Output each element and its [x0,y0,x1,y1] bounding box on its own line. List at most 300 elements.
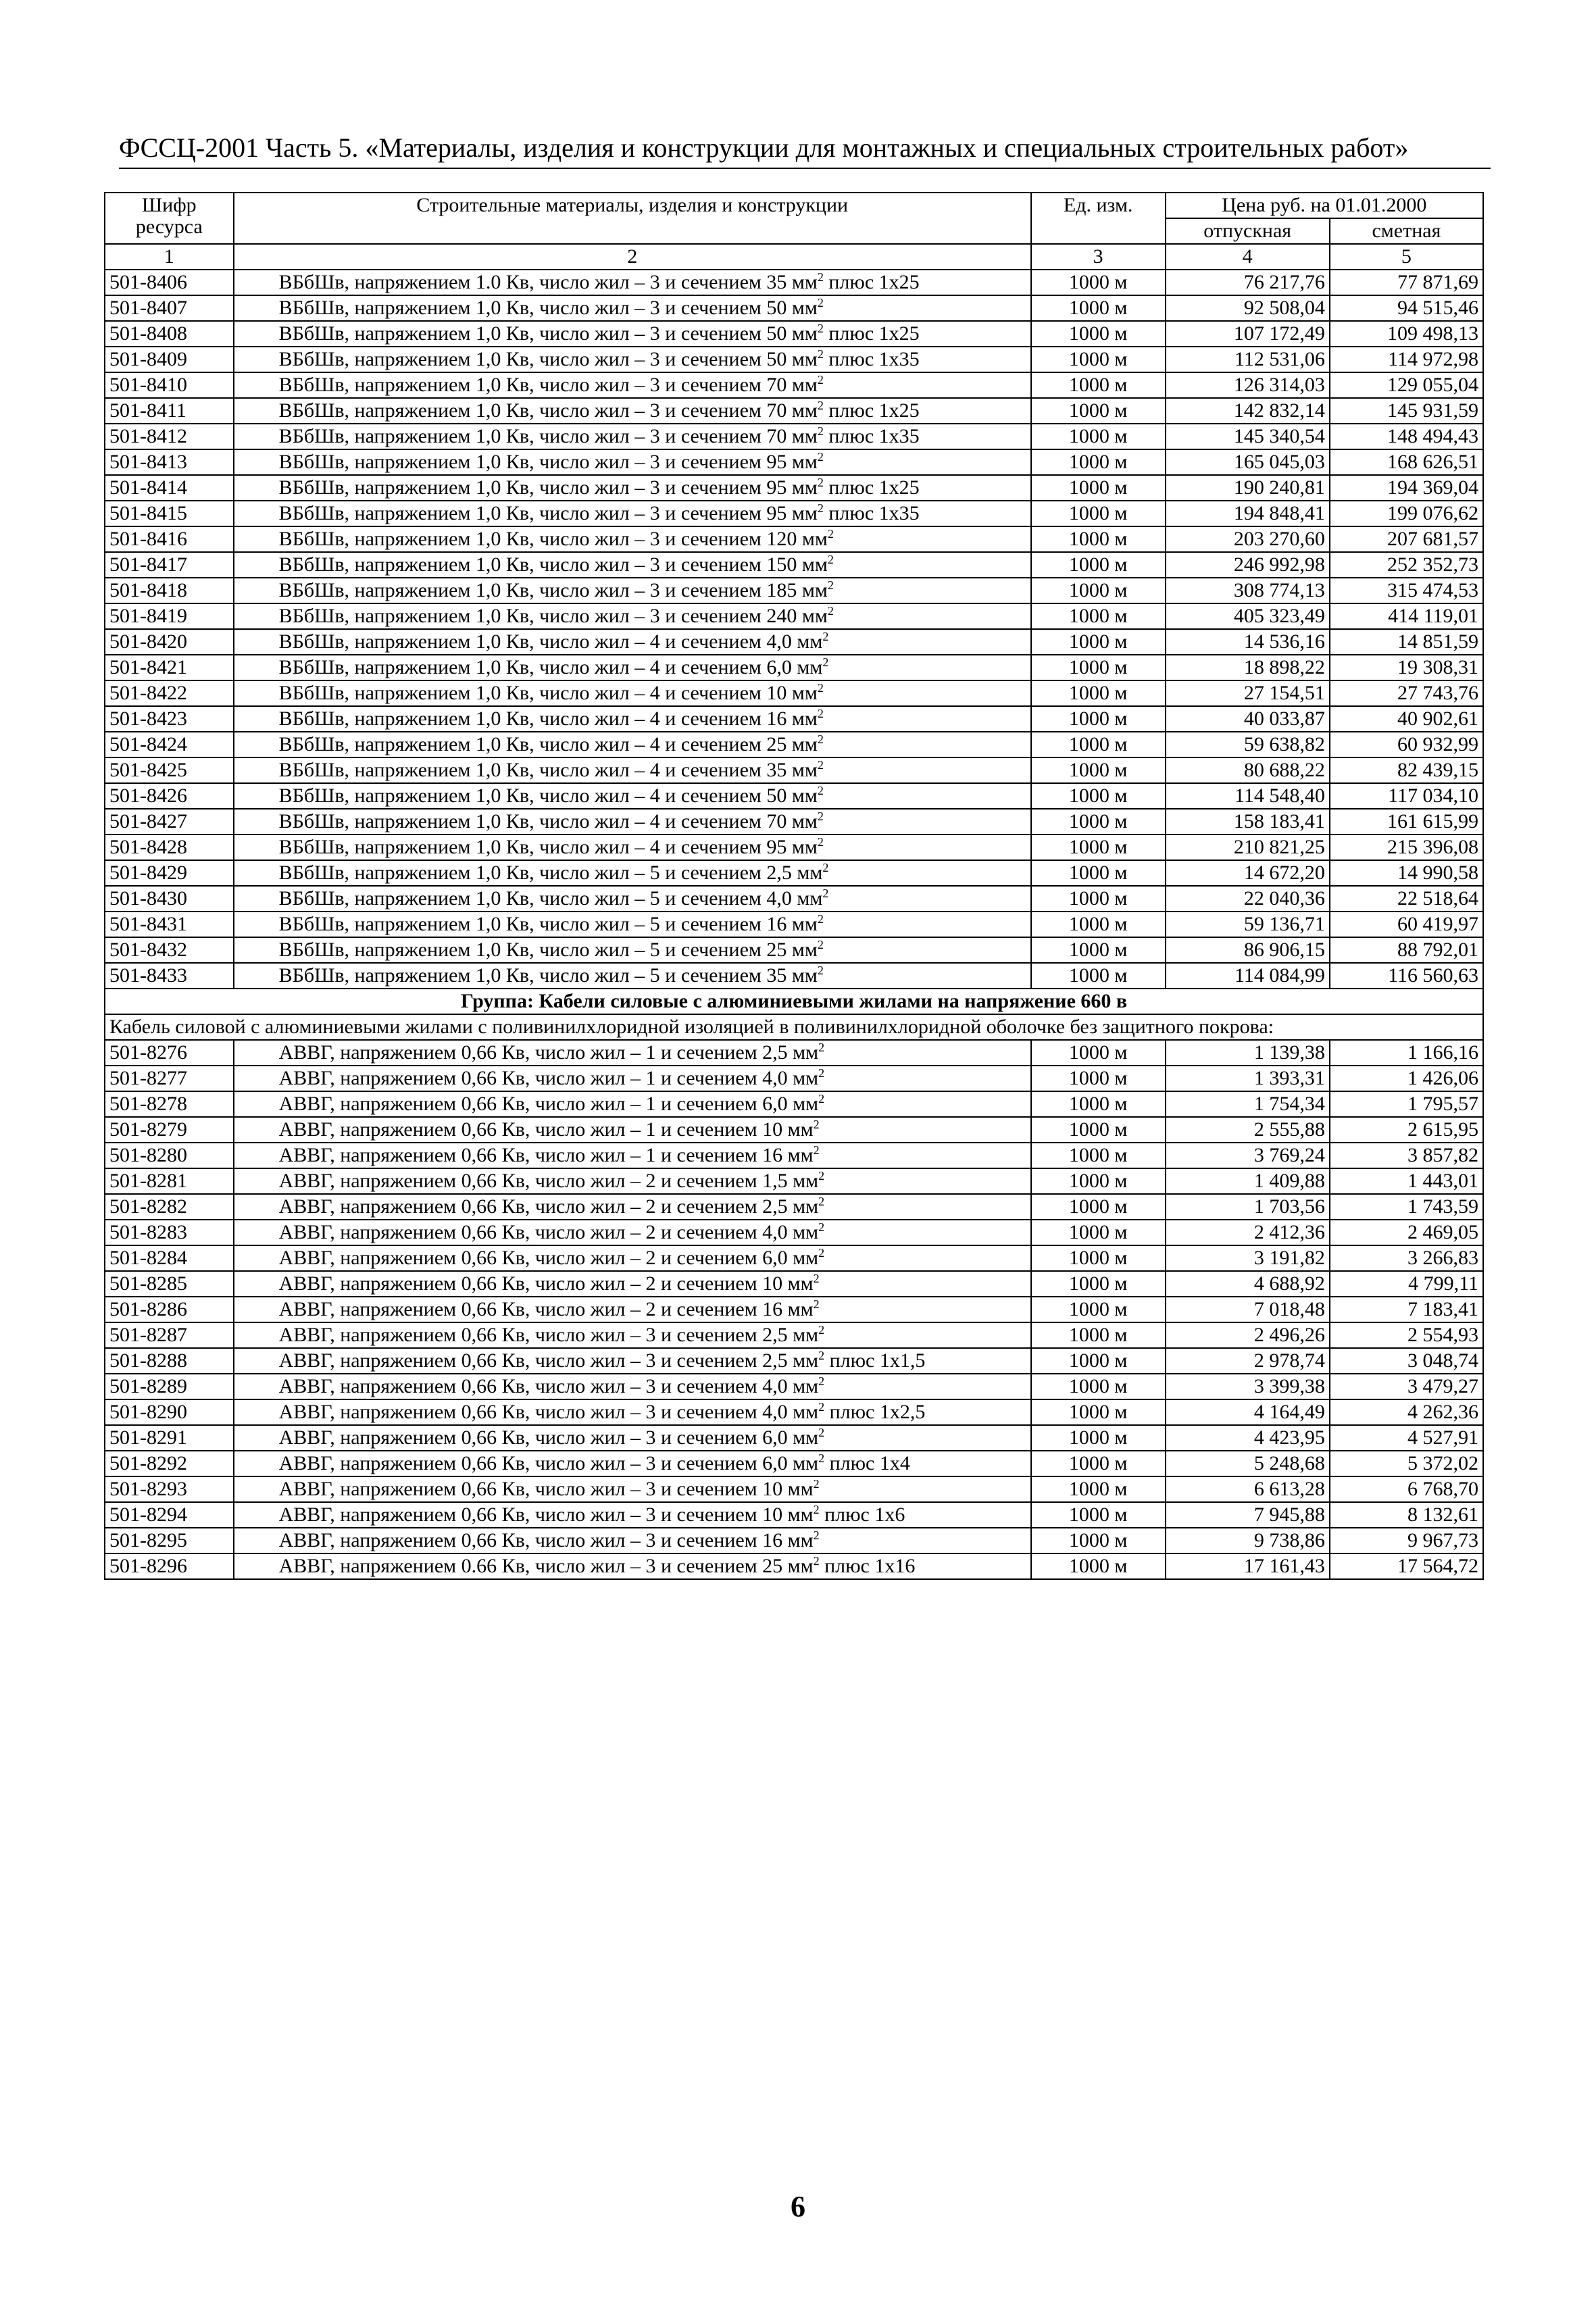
material-description [234,835,1031,860]
material-description [234,1348,1031,1374]
superscript: 2 [822,630,829,643]
table-row [105,449,1483,475]
table-row [105,501,1483,526]
resource-code: 501-8408 [105,321,234,347]
unit-cell: 1000 м [1031,835,1166,860]
description-text: ВБбШв, напряжением 1,0 Кв, число жил – 4 и сечением 10 мм [278,682,818,704]
release-price: 1 139,38 [1166,1040,1330,1066]
material-description [234,809,1031,835]
estimate-price: 94 515,46 [1330,295,1483,321]
table-row [105,1297,1483,1322]
table-row [105,937,1483,963]
resource-code: 501-8286 [105,1297,234,1322]
unit-cell: 1000 м [1031,1553,1166,1579]
release-price: 145 340,54 [1166,424,1330,449]
description-text: ВБбШв, напряжением 1,0 Кв, число жил – 3 и сечением 70 мм [278,399,818,422]
description-text: ВБбШв, напряжением 1,0 Кв, число жил – 4 и сечением 35 мм [278,759,818,781]
resource-code: 501-8431 [105,912,234,937]
table-row [105,1374,1483,1399]
superscript: 2 [827,527,834,541]
release-price: 1 393,31 [1166,1066,1330,1091]
unit-cell: 1000 м [1031,1322,1166,1348]
resource-code: 501-8289 [105,1374,234,1399]
material-description [234,449,1031,475]
release-price: 17 161,43 [1166,1553,1330,1579]
resource-code: 501-8429 [105,860,234,886]
estimate-price: 2 615,95 [1330,1117,1483,1143]
superscript: 2 [813,1118,820,1131]
table-row [105,1399,1483,1425]
superscript: 2 [818,1092,825,1105]
table-row [105,398,1483,424]
release-price: 1 409,88 [1166,1168,1330,1194]
table-row [105,1271,1483,1297]
estimate-price: 2 554,93 [1330,1322,1483,1348]
table-row [105,680,1483,706]
unit-cell: 1000 м [1031,1348,1166,1374]
unit-cell: 1000 м [1031,475,1166,501]
description-text: ВБбШв, напряжением 1,0 Кв, число жил – 3 и сечением 120 мм [278,528,828,550]
material-description [234,1194,1031,1220]
unit-cell: 1000 м [1031,1117,1166,1143]
table-row [105,963,1483,989]
description-text: ВБбШв, напряжением 1,0 Кв, число жил – 4 и сечением 50 мм [278,785,818,807]
release-price: 142 832,14 [1166,398,1330,424]
estimate-price: 19 308,31 [1330,655,1483,680]
group-description: Кабель силовой с алюминиевыми жилами с поливинилхлоридной изоляцией в поливинилхлоридной оболочке без защитного покрова: [105,1014,1483,1040]
resource-code: 501-8432 [105,937,234,963]
description-text: АВВГ, напряжением 0,66 Кв, число жил – 2 и сечением 1,5 мм [278,1170,819,1192]
unit-cell: 1000 м [1031,1502,1166,1528]
superscript: 2 [817,938,824,951]
table-row [105,347,1483,372]
description-suffix: плюс 1х16 [819,1555,916,1577]
resource-code: 501-8410 [105,372,234,398]
description-text: ВБбШв, напряжением 1,0 Кв, число жил – 5 и сечением 16 мм [278,913,818,935]
estimate-price: 3 048,74 [1330,1348,1483,1374]
column-header-code: Шифр ресурса [105,193,234,244]
table-row [105,783,1483,809]
material-description [234,1297,1031,1322]
resource-code: 501-8278 [105,1091,234,1117]
release-price: 18 898,22 [1166,655,1330,680]
material-description [234,321,1031,347]
description-text: ВБбШв, напряжением 1,0 Кв, число жил – 3 и сечением 150 мм [278,553,828,576]
estimate-price: 1 743,59 [1330,1194,1483,1220]
description-suffix: плюс 1х2,5 [824,1401,926,1423]
release-price: 6 613,28 [1166,1476,1330,1502]
description-text: АВВГ, напряжением 0.66 Кв, число жил – 3 и сечением 25 мм [278,1555,814,1577]
resource-code: 501-8417 [105,552,234,578]
material-description [234,475,1031,501]
description-text: ВБбШв, напряжением 1,0 Кв, число жил – 3 и сечением 95 мм [278,451,818,473]
unit-cell: 1000 м [1031,706,1166,732]
unit-cell: 1000 м [1031,783,1166,809]
estimate-price: 82 439,15 [1330,757,1483,783]
description-suffix: плюс 1х35 [823,502,920,524]
estimate-price: 3 857,82 [1330,1143,1483,1168]
release-price: 112 531,06 [1166,347,1330,372]
description-text: ВБбШв, напряжением 1,0 Кв, число жил – 4 и сечением 95 мм [278,836,818,858]
page-number: 6 [791,2190,805,2223]
description-text: АВВГ, напряжением 0,66 Кв, число жил – 3 и сечением 6,0 мм [278,1452,819,1474]
column-number: 4 [1166,244,1330,270]
unit-cell: 1000 м [1031,424,1166,449]
release-price: 114 084,99 [1166,963,1330,989]
unit-cell: 1000 м [1031,1066,1166,1091]
resource-code: 501-8288 [105,1348,234,1374]
table-row [105,860,1483,886]
superscript: 2 [813,1297,820,1311]
table-row [105,1220,1483,1245]
estimate-price: 161 615,99 [1330,809,1483,835]
release-price: 2 555,88 [1166,1117,1330,1143]
material-description [234,1451,1031,1476]
table-row [105,732,1483,757]
header-row [105,193,1483,218]
description-suffix: плюс 1х1,5 [824,1349,926,1372]
resource-code: 501-8420 [105,629,234,655]
release-price: 22 040,36 [1166,886,1330,912]
superscript: 2 [822,861,829,874]
estimate-price: 5 372,02 [1330,1451,1483,1476]
superscript: 2 [817,501,824,515]
description-text: ВБбШв, напряжением 1,0 Кв, число жил – 3 и сечением 70 мм [278,374,818,396]
column-header-unit: Ед. изм. [1031,193,1166,244]
release-price: 7 018,48 [1166,1297,1330,1322]
estimate-price: 116 560,63 [1330,963,1483,989]
resource-code: 501-8421 [105,655,234,680]
material-description [234,1168,1031,1194]
table-row [105,912,1483,937]
resource-code: 501-8422 [105,680,234,706]
superscript: 2 [822,887,829,900]
material-description [234,963,1031,989]
release-price: 9 738,86 [1166,1528,1330,1553]
release-price: 158 183,41 [1166,809,1330,835]
material-description [234,398,1031,424]
material-description [234,1399,1031,1425]
superscript: 2 [817,424,824,438]
resource-code: 501-8276 [105,1040,234,1066]
description-text: ВБбШв, напряжением 1,0 Кв, число жил – 4 и сечением 16 мм [278,707,818,730]
unit-cell: 1000 м [1031,1271,1166,1297]
estimate-price: 4 527,91 [1330,1425,1483,1451]
column-number: 1 [105,244,234,270]
resource-code: 501-8425 [105,757,234,783]
column-header-name: Строительные материалы, изделия и конструкции [234,193,1031,244]
unit-cell: 1000 м [1031,501,1166,526]
resource-code: 501-8294 [105,1502,234,1528]
unit-cell: 1000 м [1031,1425,1166,1451]
table-row [105,629,1483,655]
release-price: 76 217,76 [1166,270,1330,295]
material-description [234,295,1031,321]
superscript: 2 [813,1477,820,1491]
description-text: ВБбШв, напряжением 1,0 Кв, число жил – 3 и сечением 95 мм [278,476,818,499]
superscript: 2 [813,1272,820,1285]
superscript: 2 [817,810,824,823]
release-price: 59 638,82 [1166,732,1330,757]
estimate-price: 1 795,57 [1330,1091,1483,1117]
description-text: ВБбШв, напряжением 1,0 Кв, число жил – 5 и сечением 2,5 мм [278,862,823,884]
unit-cell: 1000 м [1031,1528,1166,1553]
table-row [105,1066,1483,1091]
material-description [234,1066,1031,1091]
resource-code: 501-8291 [105,1425,234,1451]
resource-code: 501-8428 [105,835,234,860]
material-description [234,347,1031,372]
description-text: АВВГ, напряжением 0,66 Кв, число жил – 3 и сечением 6,0 мм [278,1426,819,1449]
estimate-price: 109 498,13 [1330,321,1483,347]
material-description [234,1245,1031,1271]
release-price: 4 164,49 [1166,1399,1330,1425]
unit-cell: 1000 м [1031,1040,1166,1066]
table-row [105,295,1483,321]
material-description [234,860,1031,886]
table-row [105,475,1483,501]
release-price: 126 314,03 [1166,372,1330,398]
table-row [105,706,1483,732]
superscript: 2 [818,1066,825,1080]
material-description [234,912,1031,937]
column-number: 5 [1330,244,1483,270]
material-description [234,270,1031,295]
release-price: 1 703,56 [1166,1194,1330,1220]
description-text: АВВГ, напряжением 0,66 Кв, число жил – 1 и сечением 10 мм [278,1118,814,1141]
estimate-price: 145 931,59 [1330,398,1483,424]
table-row [105,1476,1483,1502]
resource-code: 501-8423 [105,706,234,732]
table-row [105,1040,1483,1066]
unit-cell: 1000 м [1031,1143,1166,1168]
material-description [234,501,1031,526]
table-row [105,1348,1483,1374]
estimate-price: 252 352,73 [1330,552,1483,578]
description-text: ВБбШв, напряжением 1,0 Кв, число жил – 4 и сечением 4,0 мм [278,630,823,653]
description-text: ВБбШв, напряжением 1,0 Кв, число жил – 3 и сечением 50 мм [278,322,818,345]
resource-code: 501-8433 [105,963,234,989]
unit-cell: 1000 м [1031,1399,1166,1425]
price-table [104,192,1484,1580]
estimate-price: 4 262,36 [1330,1399,1483,1425]
resource-code: 501-8412 [105,424,234,449]
unit-cell: 1000 м [1031,655,1166,680]
release-price: 203 270,60 [1166,526,1330,552]
release-price: 246 992,98 [1166,552,1330,578]
superscript: 2 [818,1349,825,1362]
header-rule [119,168,1491,169]
release-price: 405 323,49 [1166,603,1330,629]
superscript: 2 [827,553,834,566]
resource-code: 501-8277 [105,1066,234,1091]
table-row [105,835,1483,860]
material-description [234,655,1031,680]
material-description [234,886,1031,912]
release-price: 210 821,25 [1166,835,1330,860]
description-suffix: плюс 1х35 [823,348,920,370]
description-text: АВВГ, напряжением 0,66 Кв, число жил – 1 и сечением 6,0 мм [278,1093,819,1115]
material-description [234,629,1031,655]
material-description [234,1374,1031,1399]
description-text: ВБбШв, напряжением 1,0 Кв, число жил – 3 и сечением 240 мм [278,605,828,627]
resource-code: 501-8406 [105,270,234,295]
superscript: 2 [813,1528,820,1542]
material-description [234,1117,1031,1143]
release-price: 2 978,74 [1166,1348,1330,1374]
superscript: 2 [818,1323,825,1337]
unit-cell: 1000 м [1031,886,1166,912]
release-price: 5 248,68 [1166,1451,1330,1476]
resource-code: 501-8283 [105,1220,234,1245]
table-row [105,1168,1483,1194]
unit-cell: 1000 м [1031,270,1166,295]
release-price: 40 033,87 [1166,706,1330,732]
column-header-estimate: сметная [1330,218,1483,244]
superscript: 2 [813,1554,820,1568]
superscript: 2 [827,604,834,618]
superscript: 2 [818,1451,825,1465]
description-text: ВБбШв, напряжением 1,0 Кв, число жил – 3 и сечением 50 мм [278,297,818,319]
superscript: 2 [827,578,834,592]
estimate-price: 17 564,72 [1330,1553,1483,1579]
estimate-price: 3 479,27 [1330,1374,1483,1399]
description-text: ВБбШв, напряжением 1,0 Кв, число жил – 3 и сечением 50 мм [278,348,818,370]
unit-cell: 1000 м [1031,1476,1166,1502]
description-text: АВВГ, напряжением 0,66 Кв, число жил – 2 и сечением 10 мм [278,1272,814,1295]
description-text: АВВГ, напряжением 0,66 Кв, число жил – 3 и сечением 4,0 мм [278,1401,819,1423]
resource-code: 501-8414 [105,475,234,501]
group-description-row [105,1014,1483,1040]
superscript: 2 [818,1220,825,1234]
release-price: 59 136,71 [1166,912,1330,937]
unit-cell: 1000 м [1031,578,1166,603]
description-text: АВВГ, напряжением 0,66 Кв, число жил – 3 и сечением 4,0 мм [278,1375,819,1397]
unit-cell: 1000 м [1031,347,1166,372]
resource-code: 501-8287 [105,1322,234,1348]
resource-code: 501-8285 [105,1271,234,1297]
table-row [105,1502,1483,1528]
unit-cell: 1000 м [1031,1220,1166,1245]
description-text: ВБбШв, напряжением 1,0 Кв, число жил – 4 и сечением 70 мм [278,810,818,832]
resource-code: 501-8430 [105,886,234,912]
material-description [234,1502,1031,1528]
material-description [234,578,1031,603]
superscript: 2 [817,732,824,746]
estimate-price: 1 166,16 [1330,1040,1483,1066]
estimate-price: 315 474,53 [1330,578,1483,603]
superscript: 2 [817,322,824,335]
description-text: ВБбШв, напряжением 1,0 Кв, число жил – 4 и сечением 6,0 мм [278,656,823,678]
superscript: 2 [817,476,824,489]
resource-code: 501-8418 [105,578,234,603]
superscript: 2 [817,450,824,464]
estimate-price: 1 426,06 [1330,1066,1483,1091]
resource-code: 501-8424 [105,732,234,757]
material-description [234,757,1031,783]
material-description [234,1091,1031,1117]
unit-cell: 1000 м [1031,1297,1166,1322]
description-text: АВВГ, напряжением 0,66 Кв, число жил – 1 и сечением 4,0 мм [278,1067,819,1089]
description-text: ВБбШв, напряжением 1,0 Кв, число жил – 5 и сечением 35 мм [278,964,818,987]
table-row [105,655,1483,680]
description-suffix: плюс 1х6 [819,1503,905,1526]
table-row [105,603,1483,629]
table-row [105,552,1483,578]
unit-cell: 1000 м [1031,321,1166,347]
release-price: 14 672,20 [1166,860,1330,886]
description-text: ВБбШв, напряжением 1,0 Кв, число жил – 5 и сечением 25 мм [278,939,818,961]
release-price: 114 548,40 [1166,783,1330,809]
estimate-price: 199 076,62 [1330,501,1483,526]
description-suffix: плюс 1х4 [824,1452,910,1474]
estimate-price: 3 266,83 [1330,1245,1483,1271]
description-text: АВВГ, напряжением 0,66 Кв, число жил – 3 и сечением 2,5 мм [278,1349,819,1372]
superscript: 2 [817,758,824,772]
unit-cell: 1000 м [1031,1091,1166,1117]
resource-code: 501-8290 [105,1399,234,1425]
estimate-price: 14 990,58 [1330,860,1483,886]
release-price: 107 172,49 [1166,321,1330,347]
material-description [234,1040,1031,1066]
table-row [105,372,1483,398]
resource-code: 501-8409 [105,347,234,372]
description-text: ВБбШв, напряжением 1,0 Кв, число жил – 3 и сечением 95 мм [278,502,818,524]
superscript: 2 [818,1400,825,1414]
group-title: Группа: Кабели силовые с алюминиевыми жилами на напряжение 660 в [105,989,1483,1014]
table-row [105,424,1483,449]
description-text: АВВГ, напряжением 0,66 Кв, число жил – 3 и сечением 10 мм [278,1503,814,1526]
estimate-price: 7 183,41 [1330,1297,1483,1322]
unit-cell: 1000 м [1031,1245,1166,1271]
material-description [234,1528,1031,1553]
unit-cell: 1000 м [1031,680,1166,706]
estimate-price: 207 681,57 [1330,526,1483,552]
material-description [234,680,1031,706]
superscript: 2 [813,1503,820,1516]
release-price: 14 536,16 [1166,629,1330,655]
material-description [234,1322,1031,1348]
unit-cell: 1000 м [1031,937,1166,963]
resource-code: 501-8292 [105,1451,234,1476]
description-suffix: плюс 1х25 [823,271,920,293]
superscript: 2 [817,270,824,284]
unit-cell: 1000 м [1031,295,1166,321]
description-suffix: плюс 1х25 [823,399,920,422]
description-suffix: плюс 1х35 [823,425,920,447]
superscript: 2 [818,1374,825,1388]
table-row [105,1451,1483,1476]
unit-cell: 1000 м [1031,398,1166,424]
unit-cell: 1000 м [1031,912,1166,937]
estimate-price: 1 443,01 [1330,1168,1483,1194]
table-row [105,1091,1483,1117]
resource-code: 501-8280 [105,1143,234,1168]
release-price: 3 399,38 [1166,1374,1330,1399]
unit-cell: 1000 м [1031,1194,1166,1220]
release-price: 86 906,15 [1166,937,1330,963]
estimate-price: 168 626,51 [1330,449,1483,475]
superscript: 2 [818,1041,825,1054]
description-text: АВВГ, напряжением 0,66 Кв, число жил – 3 и сечением 16 мм [278,1529,814,1551]
estimate-price: 22 518,64 [1330,886,1483,912]
material-description [234,603,1031,629]
material-description [234,424,1031,449]
superscript: 2 [817,681,824,695]
estimate-price: 27 743,76 [1330,680,1483,706]
description-text: АВВГ, напряжением 0,66 Кв, число жил – 3 и сечением 2,5 мм [278,1324,819,1346]
resource-code: 501-8295 [105,1528,234,1553]
